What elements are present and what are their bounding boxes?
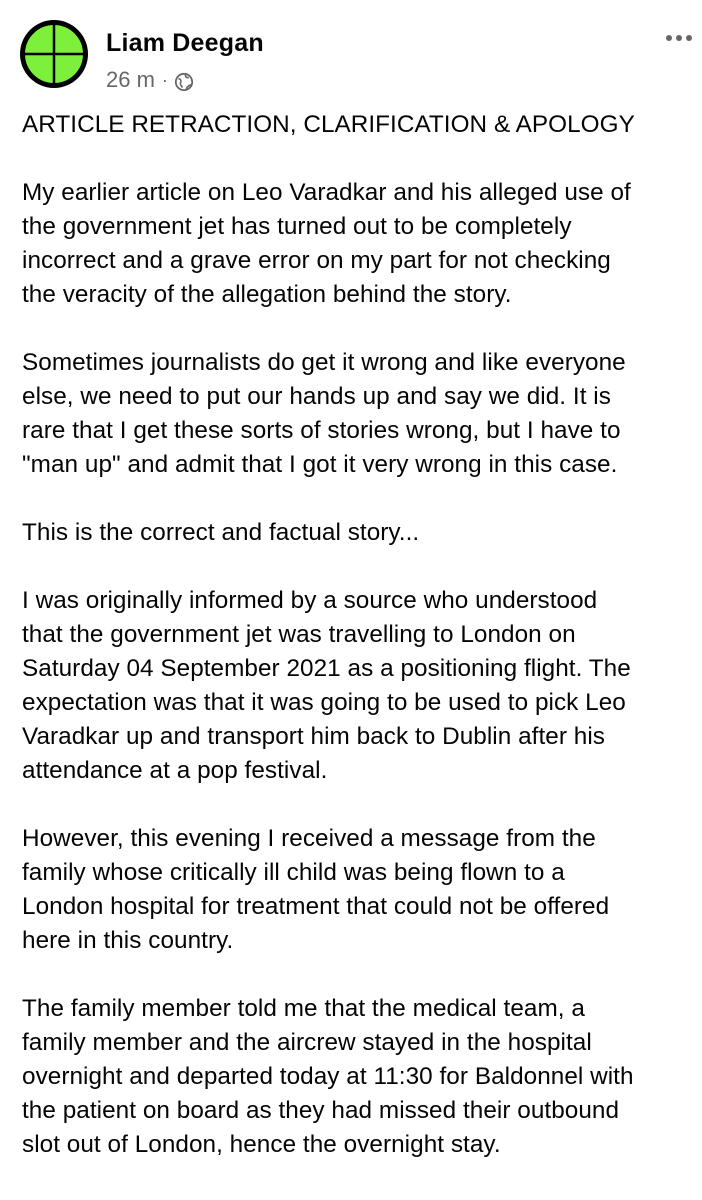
text-line: the patient on board as they had missed their outbound — [22, 1097, 620, 1124]
text-line: rare that I get these sorts of stories wrong, but I have to — [22, 417, 621, 444]
text-line: However, this evening I received a message from the — [22, 825, 596, 852]
text-line: Saturday 04 September 2021 as a positioning flight. The — [22, 655, 631, 682]
text-line: family member and the aircrew stayed in the hospital — [22, 1029, 592, 1056]
post-title — [22, 108, 702, 142]
text-line: "man up" and admit that I got it very wrong in this case. — [22, 451, 618, 478]
post-body — [22, 108, 702, 1196]
text-line: I was originally informed by a source who understood — [22, 587, 598, 614]
paragraph — [22, 992, 702, 1162]
text-line: This is the correct and factual story... — [22, 519, 420, 546]
text-line: attendance at a pop festival. — [22, 757, 328, 784]
text-line: London hospital for treatment that could not be offered — [22, 893, 610, 920]
author-name[interactable]: Liam Deegan — [106, 29, 264, 57]
text-line: the veracity of the allegation behind the story. — [22, 281, 512, 308]
text-line: slot out of London, hence the overnight stay. — [22, 1131, 501, 1158]
text-line: that the government jet was travelling to London on — [22, 621, 576, 648]
text-line: Varadkar up and transport him back to Dublin after his — [22, 723, 605, 750]
text-line: here in this country. — [22, 927, 234, 954]
avatar[interactable] — [20, 20, 88, 88]
text-line: The family member told me that the medical team, a — [22, 995, 585, 1022]
paragraph — [22, 584, 702, 788]
more-dot — [686, 35, 692, 41]
text-line: overnight and departed today at 11:30 for Baldonnel with — [22, 1063, 634, 1090]
crosshair-icon — [20, 20, 88, 88]
paragraph — [22, 346, 702, 482]
text-line: expectation was that it was going to be used to pick Leo — [22, 689, 626, 716]
text-line: My earlier article on Leo Varadkar and his alleged use of — [22, 179, 631, 206]
text-line: the government jet has turned out to be completely — [22, 213, 572, 240]
more-dot — [676, 35, 682, 41]
post-title-text: ARTICLE RETRACTION, CLARIFICATION & APOLOGY — [22, 111, 635, 138]
more-options-icon[interactable] — [666, 28, 700, 48]
text-line: family whose critically ill child was being flown to a — [22, 859, 565, 886]
paragraph — [22, 822, 702, 958]
paragraph — [22, 176, 702, 312]
more-dot — [666, 35, 672, 41]
meta-separator: · — [161, 70, 168, 90]
post-time[interactable]: 26 m — [106, 67, 155, 92]
post-header — [0, 0, 702, 100]
paragraph — [22, 516, 702, 550]
text-line: incorrect and a grave error on my part for not checking — [22, 247, 611, 274]
globe-icon[interactable] — [174, 71, 194, 91]
text-line: Sometimes journalists do get it wrong and like everyone — [22, 349, 626, 376]
text-line: else, we need to put our hands up and say we did. It is — [22, 383, 611, 410]
post-meta — [106, 66, 194, 94]
